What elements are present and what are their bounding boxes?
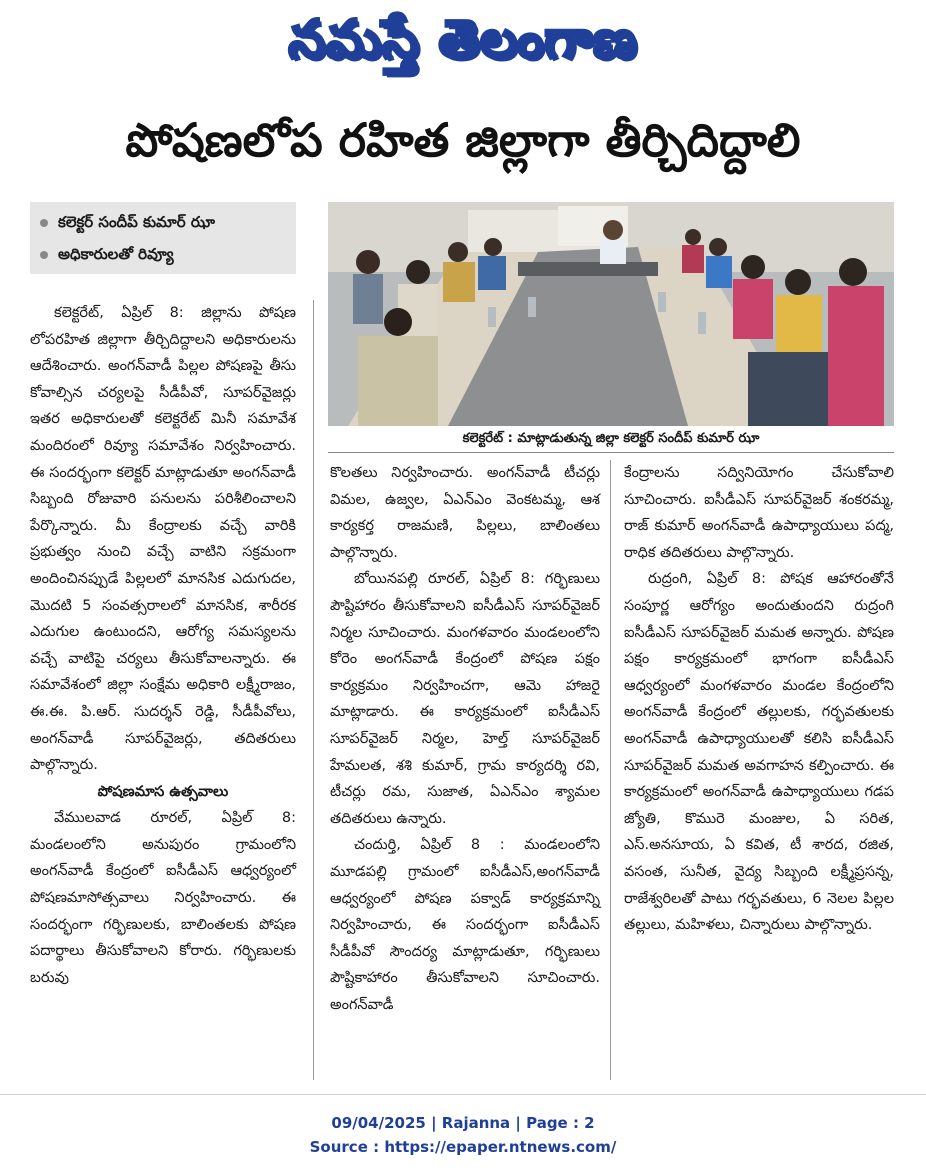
masthead-title: నమస్తే తెలంగాణ	[288, 9, 638, 70]
footer-source-line: Source : https://epaper.ntnews.com/	[309, 1138, 617, 1156]
meeting-photo-illustration	[328, 202, 894, 426]
bullet-icon	[40, 251, 48, 259]
article-paragraph: కేంద్రాలను సద్వినియోగం చేసుకోవాలి సూచించారు. ఐసీడీఎస్ సూపర్‌వైజర్ శంకరమ్మ, రాజ్ కుమార్ అంగన్‌వాడీ ఉపాధ్యాయులు పద్మ, రాధిక తదితరులు పాల్గొన్నారు.	[624, 465, 894, 561]
highlight-text: అధికారులతో రివ్యూ	[58, 245, 174, 263]
footer-date-line: 09/04/2025 | Rajanna | Page : 2	[331, 1114, 595, 1132]
article-paragraph: చందుర్తి, ఏప్రిల్ 8 : మండలంలోని మూడపల్లి గ్రామంలో ఐసీడీఎస్,అంగన్‌వాడీ ఆధ్వర్యంలో పోషణ పక్వాడ్ కార్యక్రమాన్ని నిర్వహించారు, ఈ సందర్భంగా ఐసీడీఎస్ సీడీపీవో సౌందర్య మాట్లాడుతూ, గర్భిణులు పౌష్టికాహారం తీసుకోవాలని సూచించారు. అంగన్‌వాడీ	[330, 837, 600, 1013]
article-column-1	[30, 300, 296, 991]
column-divider	[610, 460, 611, 1080]
bullet-icon	[40, 219, 48, 227]
footer-divider	[0, 1094, 926, 1095]
article-column-2	[330, 460, 600, 1018]
highlight-text: కలెక్టర్ సందీప్ కుమార్ ఝా	[58, 213, 215, 231]
article-column-3	[624, 460, 894, 939]
article-paragraph: వేములవాడ రూరల్, ఏప్రిల్ 8: మండలంలోని అనుపురం గ్రామంలోని అంగన్‌వాడీ కేంద్రంలో ఐసీడీఎస్ ఆధ్వర్యంలో పోషణమాసోత్సవాలు నిర్వహించారు. ఈ సందర్భంగా గర్భిణులకు, బాలింతలకు పోషణ పదార్థాలు తీసుకోవాలని కోరారు. గర్భిణులకు బరువు	[30, 810, 296, 986]
subheading: పోషణమాస ఉత్సవాలు	[97, 783, 229, 800]
masthead	[0, 4, 926, 76]
highlight-item	[40, 242, 290, 266]
photo-caption: కలెక్టరేట్ : మాట్లాడుతున్న జిల్లా కలెక్టర్ సందీప్ కుమార్ ఝా	[462, 431, 760, 446]
article-paragraph: రుద్రంగి, ఏప్రిల్ 8: పోషక ఆహారంతోనే సంపూర్ణ ఆరోగ్యం అందుతుందని రుద్రంగి ఐసీడీఎస్ సూపర్‌వైజర్ మమత అన్నారు. పోషణ పక్షం కార్యక్రమంలో భాగంగా ఐసీడీఎస్ ఆధ్వర్యంలో మంగళవారం మండల కేంద్రంలోని అంగన్‌వాడీ కేంద్రంలో తల్లులకు, గర్భవతులకు అంగన్‌వాడీ ఉపాధ్యాయులతో కలిసి ఐసీడీఎస్ సూపర్‌వైజర్ మమత అవగాహన కల్పించారు. ఈ కార్యక్రమంలో అంగన్‌వాడీ ఉపాధ్యాయులు గడప జ్యోతి, కొమురె మంజుల, ఏ సరిత, ఎస్.అనసూయ, ఏ కవిత, టీ శారద, రజిత, వసంత, సునీత, వైద్య సిబ్బంది లక్ష్మీప్రసన్న, రాజేశ్వరిలతో పాటు గర్భవతులు, 6 నెలల పిల్లల తల్లులు, మహిళలు, చిన్నారులు పాల్గొన్నారు.	[624, 571, 894, 934]
highlights-box	[30, 202, 296, 274]
column-divider	[313, 300, 314, 1080]
article-paragraph: బోయినపల్లి రూరల్, ఏప్రిల్ 8: గర్భిణులు పౌష్టిహారం తీసుకోవాలని ఐసీడీఎస్ సూపర్‌వైజర్ నిర్మల సూచించారు. మంగళవారం మండలంలోని కోరెం అంగన్‌వాడీ కేంద్రంలో పోషణ పక్షం కార్యక్రమం నిర్వహించగా, ఆమె హాజరై మాట్లాడారు. ఈ కార్యక్రమంలో ఐసీడీఎస్ సూపర్‌వైజర్ నిర్మల, హెల్త్ సూపర్‌వైజర్ హేమలత, శశి కుమార్, గ్రామ కార్యదర్శి రవి, టీచర్లు రమ, సుజాత, ఏఎన్‌ఎం శ్యామల తదితరులు ఉన్నారు.	[330, 571, 600, 827]
headline: పోషణలోప రహిత జిల్లాగా తీర్చిదిద్దాలి	[125, 113, 801, 167]
highlight-item	[40, 210, 290, 234]
news-photo	[328, 202, 894, 426]
article-paragraph: కొలతలు నిర్వహించారు. అంగన్‌వాడీ టీచర్లు విమల, ఉజ్వల, ఏఎన్‌ఎం వెంకటమ్మ, ఆశ కార్యకర్త రాజమణి, పిల్లలు, బాలింతలు పాల్గొన్నారు.	[330, 465, 600, 561]
article-paragraph: కలెక్టరేట్, ఏప్రిల్ 8: జిల్లాను పోషణ లోపరహిత జిల్లాగా తీర్చిదిద్దాలని అధికారులను ఆదేశించారు. అంగన్‌వాడీ పిల్లల పోషణపై తీసు కోవాల్సిన చర్యలపై సీడీపీవో, సూపర్‌వైజర్లు ఇతర అధికారులతో కలెక్టరేట్ మినీ సమావేశ మందిరంలో రివ్యూ సమావేశం నిర్వహించారు. ఈ సందర్భంగా కలెక్టర్ మాట్లాడుతూ అంగన్‌వాడీ సిబ్బంది రోజువారి పనులను పరిశీలించాలని పేర్కొన్నారు. మీ కేంద్రాలకు వచ్చే వారికి ప్రభుత్వం నుంచి వచ్చే వాటిని సక్రమంగా అందించినప్పుడే పిల్లలలో మానసిక ఎదుగుదల, మొదటి 5 సంవత్సరాలలో మానసిక, శారీరక ఎదుగుల ఉంటుందని, ఆరోగ్య సమస్యలను వచ్చే వాటిపై చర్యలు తీసుకోవాలన్నారు. ఈ సమావేశంలో జిల్లా సంక్షేమ అధికారి లక్ష్మీరాజం, ఈ.ఈ. పి.ఆర్. సుదర్శన్ రెడ్డి, సీడీపీవోలు, అంగన్‌వాడీ సూపర్‌వైజర్లు, తదితరులు పాల్గొన్నారు.	[30, 305, 296, 774]
caption-divider	[328, 452, 894, 453]
